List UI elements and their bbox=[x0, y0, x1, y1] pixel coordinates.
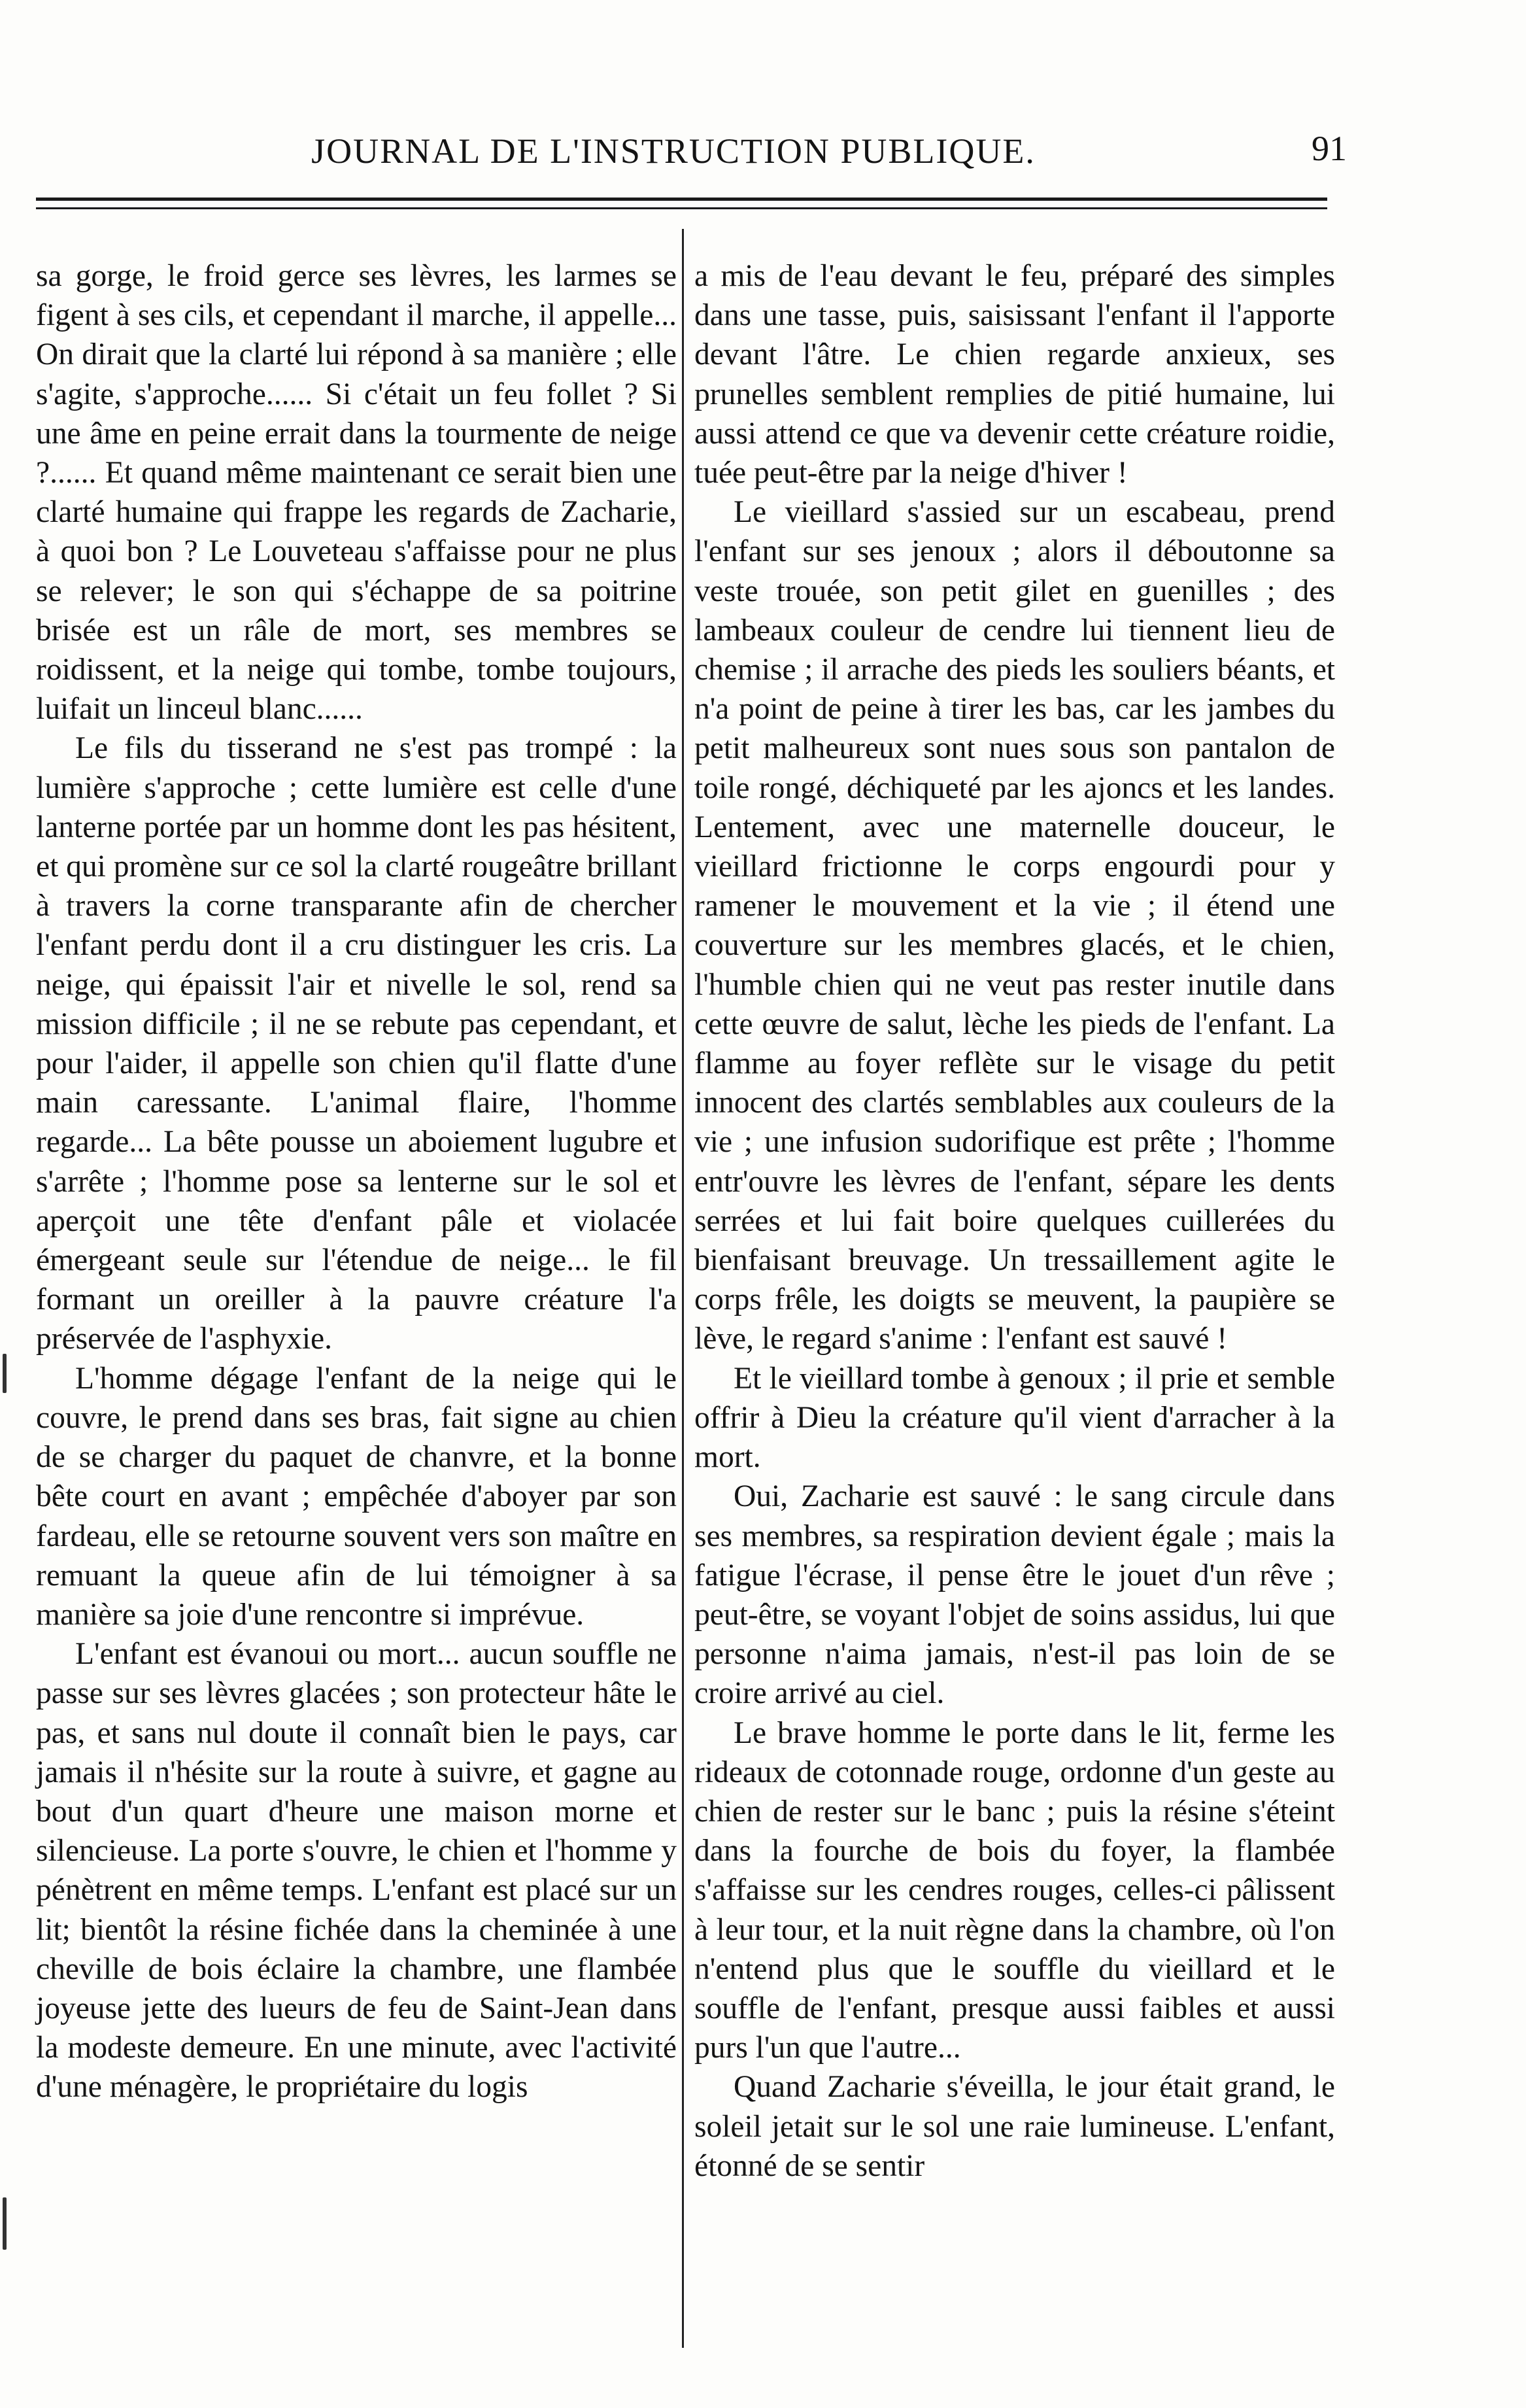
paragraph: Oui, Zacharie est sauvé : le sang circule dans ses membres, sa respiration devient égale ; mais la fatigue l'écrase, il pense être le jouet d'un rêve ; peut-être, se voyant l'objet de soins assidus, lui que personne n'aima jamais, n'est-il pas loin de se croire arrivé au ciel. bbox=[694, 1479, 1335, 1711]
paragraph: sa gorge, le froid gerce ses lèvres, les larmes se figent à ses cils, et cependant il marche, il appelle... On dirait que la clarté lui répond à sa manière ; elle s'agite, s'approche...... Si c'était un feu follet ? Si une âme en peine errait dans la tourmente de neige ?...... Et quand même maintenant ce serait bien une clarté humaine qui frappe les regards de Zacharie, à quoi bon ? Le Louveteau s'affaisse pour ne plus se relever; le son qui s'échappe de sa poitrine brisée est un râle de mort, ses membres se roidissent, et la neige qui tombe, tombe toujours, luifait un linceul blanc...... bbox=[36, 259, 677, 727]
paragraph: Le fils du tisserand ne s'est pas trompé : la lumière s'approche ; cette lumière est celle d'une lanterne portée par un homme dont les pas hésitent, et qui promène sur ce sol la clarté rougeâtre brillant à travers la corne transparante afin de chercher l'enfant perdu dont il a cru distinguer les cris. La neige, qui épaissit l'air et nivelle le sol, rend sa mission difficile ; il ne se rebute pas cependant, et pour l'aider, il appelle son chien qu'il flatte d'une main caressante. L'animal flaire, l'homme regarde... La bête pousse un aboiement lugubre et s'arrête ; l'homme pose sa lenterne sur le sol et aperçoit une tête d'enfant pâle et violacée émergeant seule sur l'étendue de neige... le fil formant un oreiller à la pauvre créature l'a préservée de l'asphyxie. bbox=[36, 731, 677, 1356]
column-divider bbox=[682, 229, 684, 2348]
right-column bbox=[694, 256, 1335, 2186]
paragraph: Le vieillard s'assied sur un escabeau, prend l'enfant sur ses jenoux ; alors il déboutonne sa veste trouée, son petit gilet en guenilles ; des lambeaux couleur de cendre lui tiennent lieu de chemise ; il arrache des pieds les souliers béants, et n'a point de peine à tirer les bas, car les jambes du petit malheureux sont nues sous son pantalon de toile rongé, déchiqueté par les ajoncs et les landes. Lentement, avec une maternelle douceur, le vieillard frictionne le corps engourdi pour y ramener le mouvement et la vie ; il étend une couverture sur les membres glacés, et le chien, l'humble chien qui ne veut pas rester inutile dans cette œuvre de salut, lèche les pieds de l'enfant. La flamme au foyer reflète sur le visage du petit innocent des clartés semblables aux couleurs de la vie ; une infusion sudorifique est prête ; l'homme entr'ouvre les lèvres de l'enfant, sépare les dents serrées et lui fait boire quelques cuillerées du bienfaisant breuvage. Un tressaillement agite le corps frêle, les doigts se meuvent, la paupière se lève, le regard s'anime : l'enfant est sauvé ! bbox=[694, 495, 1335, 1356]
paragraph: Et le vieillard tombe à genoux ; il prie et semble offrir à Dieu la créature qu'il vient d'arracher à la mort. bbox=[694, 1361, 1335, 1475]
paragraph: L'enfant est évanoui ou mort... aucun souffle ne passe sur ses lèvres glacées ; son protecteur hâte le pas, et sans nul doute il connaît bien le pays, car jamais il n'hésite sur la route à suivre, et gagne au bout d'un quart d'heure une maison morne et silencieuse. La porte s'ouvre, le chien et l'homme y pénètrent en même temps. L'enfant est placé sur un lit; bientôt la résine fichée dans la cheminée à une cheville de bois éclaire la chambre, une flambée joyeuse jette des lueurs de feu de Saint-Jean dans la modeste demeure. En une minute, avec l'activité d'une ménagère, le propriétaire du logis bbox=[36, 1637, 677, 2105]
paragraph: Quand Zacharie s'éveilla, le jour était grand, le soleil jetait sur le sol une raie lumineuse. L'enfant, étonné de se sentir bbox=[694, 2070, 1335, 2183]
binding-mark bbox=[3, 1354, 7, 1393]
header-rule-thick bbox=[36, 198, 1327, 201]
paragraph: Le brave homme le porte dans le lit, ferme les rideaux de cotonnade rouge, ordonne d'un geste au chien de rester sur le banc ; puis la résine s'éteint dans la fourche de bois du foyer, la flambée s'affaisse sur les cendres rouges, celles-ci pâlissent à leur tour, et la nuit règne dans la chambre, où l'on n'entend plus que le souffle du vieillard et le souffle de l'enfant, presque aussi faibles et aussi purs l'un que l'autre... bbox=[694, 1715, 1335, 2065]
paragraph: L'homme dégage l'enfant de la neige qui le couvre, le prend dans ses bras, fait signe au chien de se charger du paquet de chanvre, et la bonne bête court en avant ; empêchée d'aboyer par son fardeau, elle se retourne souvent vers son maître en remuant la queue afin de lui témoigner à sa manière sa joie d'une rencontre si imprévue. bbox=[36, 1361, 677, 1632]
left-column bbox=[36, 256, 677, 2107]
running-head: JOURNAL DE L'INSTRUCTION PUBLIQUE. bbox=[311, 131, 1036, 171]
paragraph: a mis de l'eau devant le feu, préparé des simples dans une tasse, puis, saisissant l'enfant il l'apporte devant l'âtre. Le chien regarde anxieux, ses prunelles semblent remplies de pitié humaine, lui aussi attend ce que va devenir cette créature roidie, tuée peut-être par la neige d'hiver ! bbox=[694, 259, 1335, 490]
binding-mark bbox=[3, 2197, 7, 2250]
page-number: 91 bbox=[1312, 129, 1347, 168]
header-rule-thin bbox=[36, 207, 1327, 209]
